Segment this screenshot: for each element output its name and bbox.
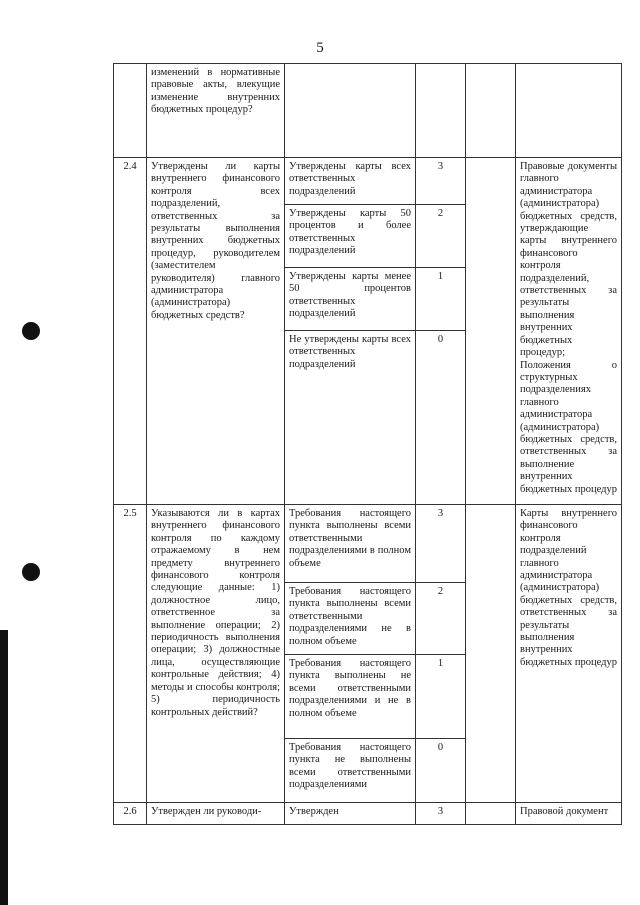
page-number: 5 (316, 40, 324, 56)
row-number: 2.6 (114, 803, 147, 825)
score-cell: 1 (416, 655, 466, 739)
question-cell: Указываются ли в картах внутреннего финансового контроля по каждому отражаемому в нем предмету внутреннего финансового контроля следующие данные: 1) должностное лицо, ответственное за выполнение операции; 2) периодичность выполнения операции; 3) должностные лица, осуществляющие контрольные действия; 4) методы и способы контроля; 5) периодичность контрольных действий? (147, 505, 285, 803)
document-cell (516, 64, 622, 158)
row-number: 2.5 (114, 505, 147, 803)
document-cell: Карты внутреннего финансового контроля подразделений главного администратора (администратора) бюджетных средств, ответственных за результаты выполнения внутренних бюджетных процедур (516, 505, 622, 803)
question-cell: изменений в нормативные правовые акты, влекущие изменение внутренних бюджетных процедур? (147, 64, 285, 158)
document-cell: Правовые документы главного администратора (администратора) бюджетных средств, утверждающие карты внутреннего финансового контроля подразделений, ответственных за результаты выполнения внутренних бюджетных процедур; Положения о структурных подразделениях главного администратора (администратора) бюджетных средств, ответственных за выполнение внутренних бюджетных процедур (516, 158, 622, 505)
answer-cell: Утверждены карты всех ответственных подразделений (285, 158, 416, 205)
answer-cell: Утверждены карты 50 процентов и более ответственных подразделений (285, 205, 416, 268)
score-cell: 2 (416, 583, 466, 655)
answer-cell: Требования настоящего пункта выполнены всеми ответственными подразделениями не в полном объеме (285, 583, 416, 655)
scan-edge-shadow (0, 630, 8, 905)
score-cell: 1 (416, 268, 466, 331)
answer-cell: Утвержден (285, 803, 416, 825)
score-cell: 0 (416, 331, 466, 505)
document-cell: Правовой документ (516, 803, 622, 825)
answer-cell: Утверждены карты менее 50 процентов ответственных подразделений (285, 268, 416, 331)
question-cell: Утверждены ли карты внутреннего финансового контроля всех подразделений, ответственных за результаты выполнения внутренних бюджетных процедур, руководителем (заместителем руководителя) главного администратора (администратора) бюджетных средств? (147, 158, 285, 505)
score-cell (416, 64, 466, 158)
answer-cell: Требования настоящего пункта не выполнены всеми ответственными подразделениями (285, 739, 416, 803)
question-cell: Утвержден ли руководи- (147, 803, 285, 825)
table-row (114, 158, 622, 205)
table-row (114, 64, 622, 158)
empty-cell (466, 803, 516, 825)
punch-hole-mark (22, 563, 40, 581)
score-cell: 2 (416, 205, 466, 268)
row-number: 2.4 (114, 158, 147, 505)
score-cell: 3 (416, 158, 466, 205)
score-cell: 3 (416, 505, 466, 583)
empty-cell (466, 158, 516, 505)
table-row (114, 505, 622, 583)
score-cell: 3 (416, 803, 466, 825)
row-number (114, 64, 147, 158)
score-cell: 0 (416, 739, 466, 803)
answer-cell: Требования настоящего пункта выполнены не всеми ответственными подразделениями и не в полном объеме (285, 655, 416, 739)
answer-cell: Требования настоящего пункта выполнены всеми ответственными подразделениями в полном объеме (285, 505, 416, 583)
answer-cell (285, 64, 416, 158)
table-row (114, 803, 622, 825)
punch-hole-mark (22, 322, 40, 340)
empty-cell (466, 64, 516, 158)
empty-cell (466, 505, 516, 803)
answer-cell: Не утверждены карты всех ответственных подразделений (285, 331, 416, 505)
criteria-table (113, 63, 622, 825)
